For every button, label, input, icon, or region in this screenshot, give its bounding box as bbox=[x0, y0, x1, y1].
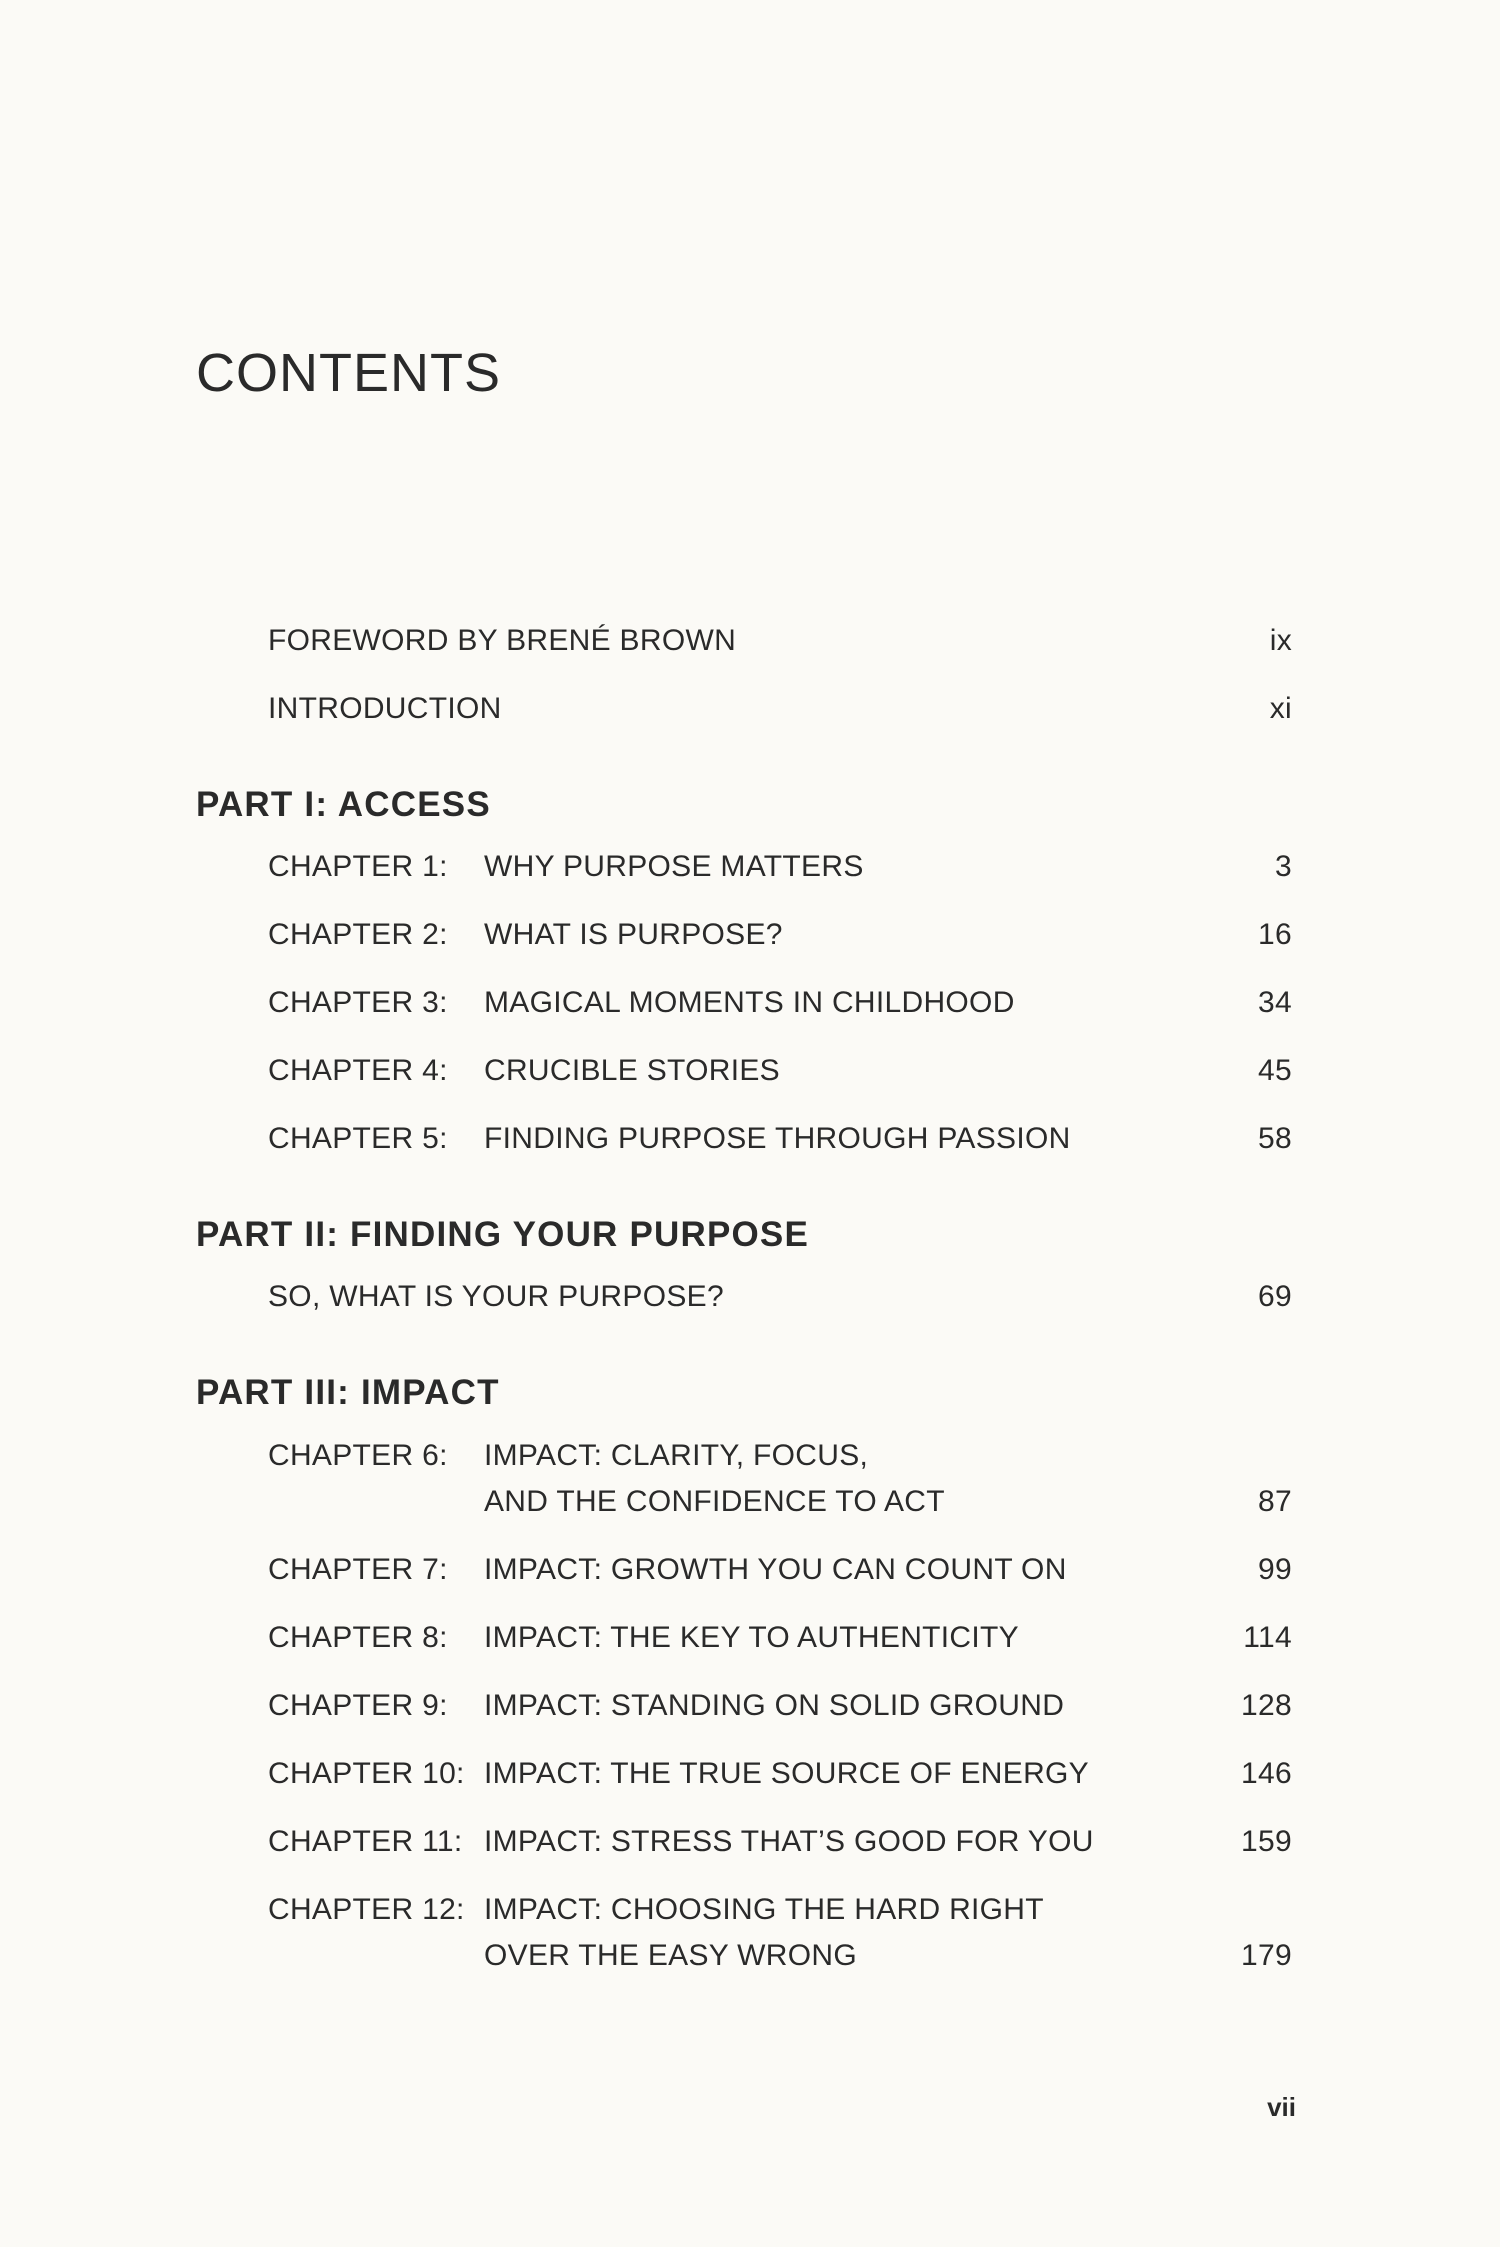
entry-page: 146 bbox=[1241, 1757, 1292, 1790]
page-title: CONTENTS bbox=[196, 343, 501, 403]
chapter-number: CHAPTER 2: bbox=[268, 918, 448, 951]
entry-page: 34 bbox=[1258, 986, 1292, 1019]
entry-title: IMPACT: CLARITY, FOCUS, bbox=[484, 1439, 869, 1472]
entry-title: WHAT IS PURPOSE? bbox=[484, 918, 783, 951]
entry-title: CRUCIBLE STORIES bbox=[484, 1054, 780, 1087]
entry-title: FINDING PURPOSE THROUGH PASSION bbox=[484, 1122, 1071, 1155]
entry-title: IMPACT: THE KEY TO AUTHENTICITY bbox=[484, 1621, 1019, 1654]
entry-title: FOREWORD BY BRENÉ BROWN bbox=[268, 624, 737, 657]
chapter-number: CHAPTER 9: bbox=[268, 1689, 448, 1722]
entry-title: IMPACT: STANDING ON SOLID GROUND bbox=[484, 1689, 1065, 1722]
entry-title: IMPACT: THE TRUE SOURCE OF ENERGY bbox=[484, 1757, 1089, 1790]
chapter-number: CHAPTER 12: bbox=[268, 1893, 465, 1926]
entry-title: INTRODUCTION bbox=[268, 692, 502, 725]
chapter-number: CHAPTER 11: bbox=[268, 1825, 463, 1858]
entry-page: 87 bbox=[1258, 1485, 1292, 1518]
chapter-number: CHAPTER 8: bbox=[268, 1621, 448, 1654]
entry-page: 16 bbox=[1258, 918, 1292, 951]
entry-page: 179 bbox=[1241, 1939, 1292, 1972]
entry-title: MAGICAL MOMENTS IN CHILDHOOD bbox=[484, 986, 1015, 1019]
entry-title: SO, WHAT IS YOUR PURPOSE? bbox=[268, 1280, 724, 1313]
entry-page: 99 bbox=[1258, 1553, 1292, 1586]
chapter-number: CHAPTER 6: bbox=[268, 1439, 448, 1472]
entry-page: ix bbox=[1269, 624, 1292, 657]
part-heading-access: PART I: ACCESS bbox=[196, 785, 491, 824]
entry-title: IMPACT: CHOOSING THE HARD RIGHT bbox=[484, 1893, 1044, 1926]
entry-page: 3 bbox=[1275, 850, 1292, 883]
chapter-number: CHAPTER 1: bbox=[268, 850, 448, 883]
chapter-number: CHAPTER 4: bbox=[268, 1054, 448, 1087]
entry-page: 45 bbox=[1258, 1054, 1292, 1087]
entry-title-line-2: AND THE CONFIDENCE TO ACT bbox=[484, 1485, 945, 1518]
entry-title: IMPACT: STRESS THAT’S GOOD FOR YOU bbox=[484, 1825, 1094, 1858]
entry-page: 58 bbox=[1258, 1122, 1292, 1155]
part-heading-finding-your-purpose: PART II: FINDING YOUR PURPOSE bbox=[196, 1215, 810, 1254]
entry-page: 128 bbox=[1241, 1689, 1292, 1722]
chapter-number: CHAPTER 7: bbox=[268, 1553, 448, 1586]
entry-page: 69 bbox=[1258, 1280, 1292, 1313]
chapter-number: CHAPTER 5: bbox=[268, 1122, 448, 1155]
chapter-number: CHAPTER 3: bbox=[268, 986, 448, 1019]
chapter-number: CHAPTER 10: bbox=[268, 1757, 465, 1790]
entry-page: xi bbox=[1269, 692, 1292, 725]
part-heading-impact: PART III: IMPACT bbox=[196, 1373, 500, 1412]
entry-title: IMPACT: GROWTH YOU CAN COUNT ON bbox=[484, 1553, 1067, 1586]
page-number: vii bbox=[1267, 2092, 1296, 2122]
entry-title: WHY PURPOSE MATTERS bbox=[484, 850, 864, 883]
entry-page: 114 bbox=[1243, 1621, 1292, 1654]
entry-page: 159 bbox=[1241, 1825, 1292, 1858]
entry-title-line-2: OVER THE EASY WRONG bbox=[484, 1939, 857, 1972]
